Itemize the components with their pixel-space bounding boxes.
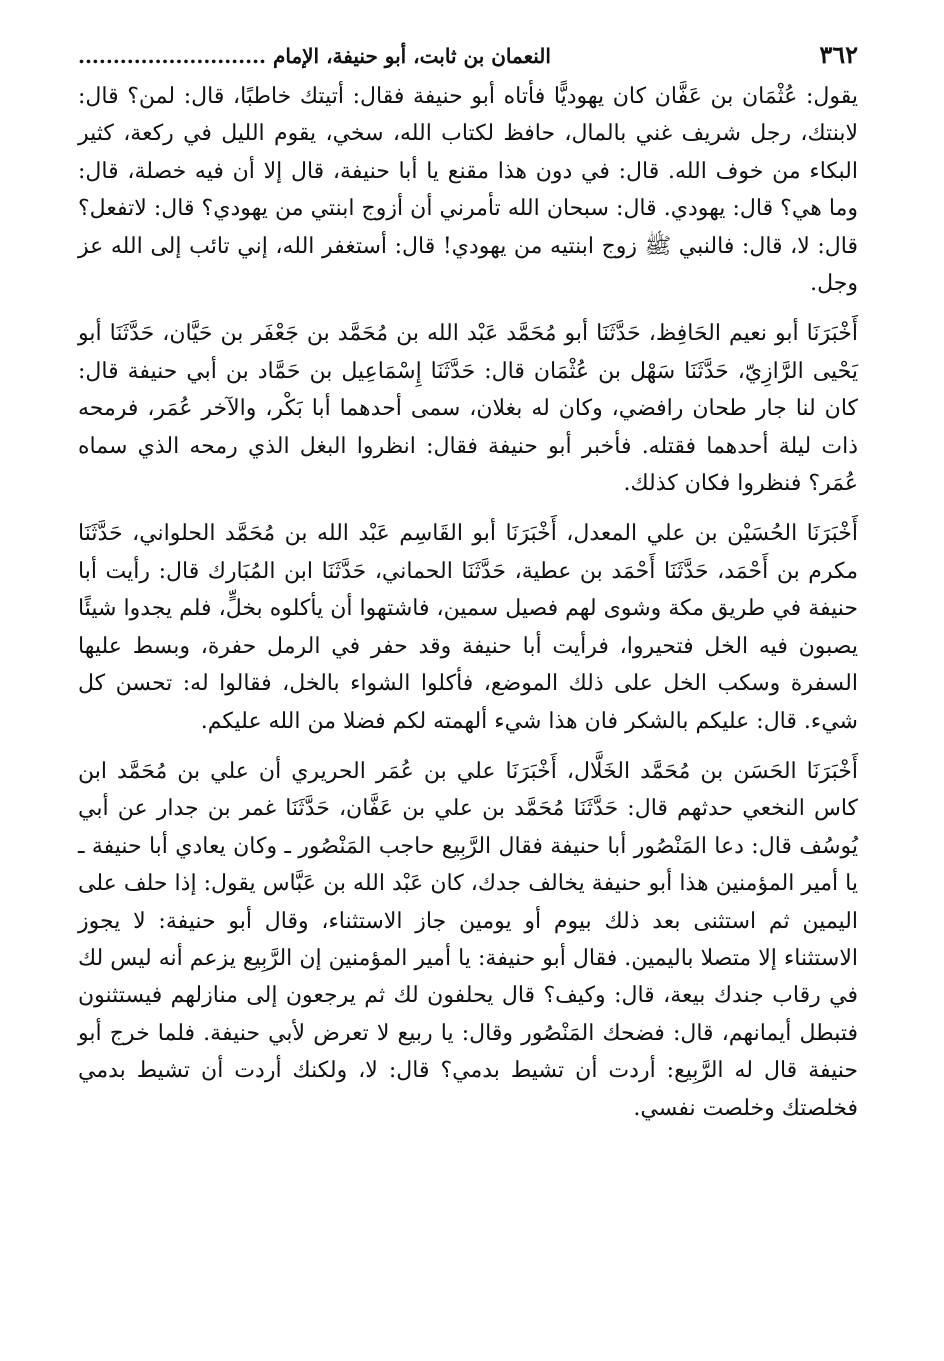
page-header — [78, 40, 858, 76]
paragraph-4: أَخْبَرَنَا الحَسَن بن مُحَمَّد الخَلَّال، أَخْبَرَنَا علي بن عُمَر الحريري أن علي بن مُحَمَّد ابن كاس النخعي حدثهم قال: حَدَّثَنَا مُحَمَّد بن علي بن عَفَّان، حَدَّثَنَا غمر بن جدار عن أبي يُوسُف قال: دعا المَنْصُور أبا حنيفة فقال الرَّبِيع حاجب المَنْصُور ـ وكان يعادي أبا حنيفة ـ يا أمير المؤمنين هذا أبو حنيفة يخالف جدك، كان عَبْد الله بن عَبَّاس يقول: إذا حلف على اليمين ثم استثنى بعد ذلك بيوم أو يومين جاز الاستثناء، وقال أبو حنيفة: لا يجوز الاستثناء إلا متصلا باليمين. فقال أبو حنيفة: يا أمير المؤمنين إن الرَّبِيع يزعم أنه ليس لك في رقاب جندك بيعة، قال: وكيف؟ قال يحلفون لك ثم يرجعون إلى منازلهم فيستثنون فتبطل أيمانهم، قال: فضحك المَنْصُور وقال: يا ربيع لا تعرض لأبي حنيفة. فلما خرج أبو حنيفة قال له الرَّبِيع: أردت أن تشيط بدمي؟ قال: لا، ولكنك أردت أن تشيط بدمي فخلصتك وخلصت نفسي. — [78, 758, 858, 1121]
page-body — [78, 78, 858, 1127]
paragraph-3: أَخْبَرَنَا الحُسَيْن بن علي المعدل، أَخْبَرَنَا أبو القَاسِم عَبْد الله بن مُحَمَّد الحلواني، حَدَّثَنَا مكرم بن أَحْمَد، حَدَّثَنَا أَحْمَد بن عطية، حَدَّثَنَا الحماني، حَدَّثَنَا ابن المُبَارك قال: رأيت أبا حنيفة في طريق مكة وشوى لهم فصيل سمين، فاشتهوا أن يأكلوه بخلٍّ، فلم يجدوا شيئًا يصبون فيه الخل فتحيروا، فرأيت أبا حنيفة وقد حفر في الرمل حفرة، وبسط عليها السفرة وسكب الخل على ذلك الموضع، فأكلوا الشواء بالخل، فقالوا له: تحسن كل شيء. قال: عليكم بالشكر فان هذا شيء ألهمته لكم فضلا من الله عليكم. — [78, 521, 858, 734]
running-title: النعمان بن ثابت، أبو حنيفة، الإمام ........................... — [78, 44, 551, 68]
paragraph-2: أَخْبَرَنَا أبو نعيم الحَافِظ، حَدَّثَنَا أبو مُحَمَّد عَبْد الله بن مُحَمَّد بن جَعْفَر بن حَيَّان، حَدَّثَنَا أبو يَحْيى الرَّازِيّ، حَدَّثَنَا سَهْل بن عُثْمَان قال: حَدَّثَنَا إِسْمَاعِيل بن حَمَّاد بن أبي حنيفة قال: كان لنا جار طحان رافضي، وكان له بغلان، سمى أحدهما أبا بَكْر، والآخر عُمَر، فرمحه ذات ليلة أحدهما فقتله. فأخبر أبو حنيفة فقال: انظروا البغل الذي رمحه الذي سماه عُمَر؟ فنظروا فكان كذلك. — [78, 321, 858, 497]
book-page — [78, 40, 858, 1340]
page-number: ٣٦٢ — [819, 40, 858, 69]
paragraph-1: يقول: عُثْمَان بن عَفَّان كان يهوديًّا فأتاه أبو حنيفة فقال: أتيتك خاطبًا، قال: لمن؟ قال: لابنتك، رجل شريف غني بالمال، حافظ لكتاب الله، سخي، يقوم الليل في ركعة، كثير البكاء من خوف الله. قال: في دون هذا مقنع يا أبا حنيفة، قال إلا أن فيه خصلة، قال: وما هي؟ قال: يهودي. قال: سبحان الله تأمرني أن أزوج ابنتي من يهودي؟ قال: لاتفعل؟ قال: لا، قال: فالنبي ﷺ زوج ابنتيه من يهودي! قال: أستغفر الله، إني تائب إلى الله عز وجل. — [78, 84, 859, 297]
